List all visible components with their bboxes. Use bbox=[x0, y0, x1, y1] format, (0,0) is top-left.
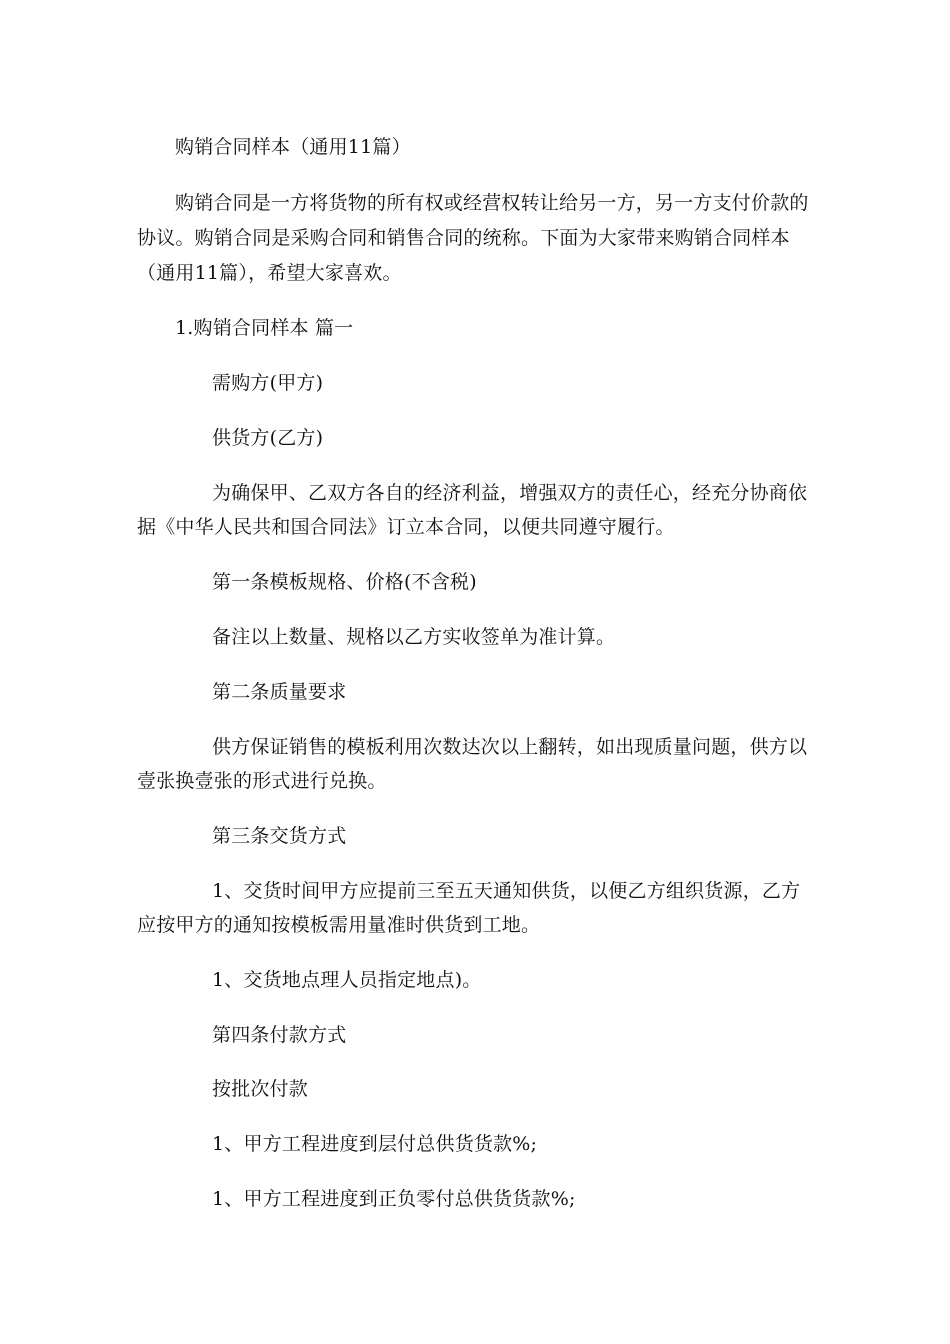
purpose-line-2: 据《中华人民共和国合同法》订立本合同，以便共同遵守履行。 bbox=[137, 516, 675, 538]
article-2-line-2: 壹张换壹张的形式进行兑换。 bbox=[137, 770, 387, 792]
article-4-item-1: 1、甲方工程进度到层付总供货货款%; bbox=[212, 1133, 538, 1155]
supplier-label: 供货方(乙方) bbox=[212, 427, 324, 449]
intro-line-3: （通用11篇），希望大家喜欢。 bbox=[137, 262, 402, 284]
document-title: 购销合同样本（通用11篇） bbox=[175, 136, 411, 158]
article-1-note: 备注以上数量、规格以乙方实收签单为准计算。 bbox=[212, 626, 616, 648]
article-4-heading: 第四条付款方式 bbox=[212, 1024, 347, 1046]
article-3-item-2: 1、交货地点理人员指定地点)。 bbox=[212, 969, 482, 991]
article-3-item-1-line-1: 1、交货时间甲方应提前三至五天通知供货，以便乙方组织货源，乙方 bbox=[212, 880, 801, 902]
article-4-subheading: 按批次付款 bbox=[212, 1078, 309, 1100]
article-2-line-1: 供方保证销售的模板利用次数达次以上翻转，如出现质量问题，供方以 bbox=[212, 736, 808, 758]
buyer-label: 需购方(甲方) bbox=[212, 372, 324, 394]
article-3-item-1-line-2: 应按甲方的通知按模板需用量准时供货到工地。 bbox=[137, 914, 541, 936]
article-4-item-2: 1、甲方工程进度到正负零付总供货货款%; bbox=[212, 1188, 576, 1210]
section-heading-1: 1.购销合同样本 篇一 bbox=[175, 317, 354, 339]
purpose-line-1: 为确保甲、乙双方各自的经济利益，增强双方的责任心，经充分协商依 bbox=[212, 482, 808, 504]
article-3-heading: 第三条交货方式 bbox=[212, 825, 347, 847]
intro-line-2: 协议。购销合同是采购合同和销售合同的统称。下面为大家带来购销合同样本 bbox=[137, 227, 790, 249]
article-1-heading: 第一条模板规格、价格(不含税) bbox=[212, 571, 477, 593]
intro-line-1: 购销合同是一方将货物的所有权或经营权转让给另一方，另一方支付价款的 bbox=[175, 192, 809, 214]
article-2-heading: 第二条质量要求 bbox=[212, 681, 347, 703]
